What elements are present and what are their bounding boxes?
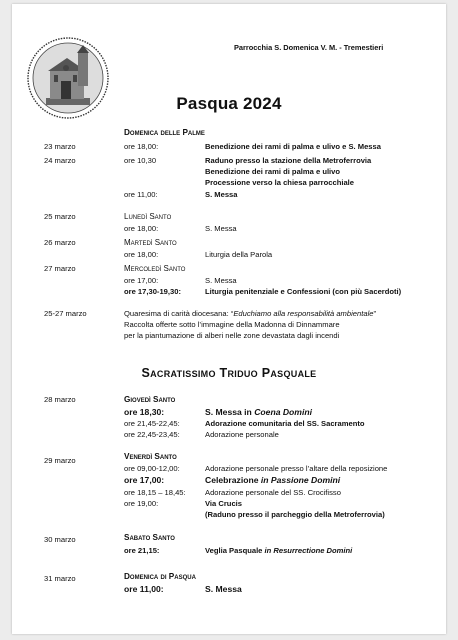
mercoledi-date: 27 marzo [44, 264, 76, 273]
mercoledi-heading: Mercoledì Santo [124, 264, 186, 273]
venerdi-date: 29 marzo [44, 456, 76, 465]
parish-name: Parrocchia S. Domenica V. M. - Tremestieri [234, 43, 384, 52]
pasqua-date: 31 marzo [44, 574, 76, 583]
lunedi-heading: Lunedì Santo [124, 212, 172, 221]
venerdi-time-3: ore 18,15 – 18,45: [124, 488, 186, 497]
palme-date-2: 24 marzo [44, 156, 76, 165]
venerdi-event-4a: Via Crucis [205, 499, 243, 508]
sabato-time: ore 21,15: [124, 546, 160, 555]
palme-event-3: S. Messa [205, 190, 238, 199]
quaresima-line-3: per la piantumazione di alberi nelle zone devastata dagli incendi [124, 331, 340, 340]
palme-heading: Domenica delle Palme [124, 128, 205, 137]
palme-time-2: ore 10,30 [124, 156, 157, 165]
sabato-heading: Sabato Santo [124, 533, 175, 542]
pasqua-time: ore 11,00: [124, 584, 164, 594]
page-title: Pasqua 2024 [176, 94, 282, 113]
giovedi-event-3: Adorazione personale [205, 430, 279, 439]
giovedi-heading: Giovedì Santo [124, 395, 176, 404]
venerdi-event-1: Adorazione personale presso l’altare della reposizione [205, 464, 388, 473]
lunedi-time: ore 18,00: [124, 224, 159, 233]
triduo-title: Sacratissimo Triduo Pasquale [141, 366, 317, 380]
quaresima-line-2: Raccolta offerte sotto l’immagine della Madonna di Dinnammare [124, 320, 340, 329]
palme-event-1: Benedizione dei rami di palma e ulivo e S. Messa [205, 142, 381, 151]
martedi-heading: Martedì Santo [124, 238, 177, 247]
mercoledi-event-2: Liturgia penitenziale e Confessioni (con più Sacerdoti) [205, 287, 402, 296]
mercoledi-time-1: ore 17,00: [124, 276, 159, 285]
sabato-date: 30 marzo [44, 535, 76, 544]
giovedi-time-2: ore 21,45-22,45: [124, 419, 180, 428]
sabato-event: Veglia Pasquale in Resurrectione Domini [205, 546, 353, 555]
palme-time-3: ore 11,00: [124, 190, 158, 199]
venerdi-heading: Venerdì Santo [124, 452, 177, 461]
giovedi-time-1: ore 18,30: [124, 407, 165, 417]
venerdi-event-2: Celebrazione in Passione Domini [205, 475, 341, 485]
lunedi-event: S. Messa [205, 224, 237, 233]
martedi-event: Liturgia della Parola [205, 250, 273, 259]
giovedi-event-1: S. Messa in Coena Domini [205, 407, 312, 417]
pasqua-heading: Domenica di Pasqua [124, 572, 196, 581]
martedi-time: ore 18,00: [124, 250, 159, 259]
giovedi-event-2: Adorazione comunitaria del SS. Sacramento [205, 419, 365, 428]
quaresima-date: 25-27 marzo [44, 309, 87, 318]
venerdi-time-4: ore 19,00: [124, 499, 159, 508]
palme-event-2c: Processione verso la chiesa parrocchiale [205, 178, 355, 187]
pasqua-event: S. Messa [205, 584, 242, 594]
mercoledi-event-1: S. Messa [205, 276, 237, 285]
giovedi-date: 28 marzo [44, 395, 76, 404]
venerdi-event-4b: (Raduno presso il parcheggio della Metroferrovia) [205, 510, 385, 519]
venerdi-event-3: Adorazione personale del SS. Crocifisso [205, 488, 341, 497]
lunedi-date: 25 marzo [44, 212, 76, 221]
quaresima-line-1: Quaresima di carità diocesana: “Educhiamo alla responsabilità ambientale” [124, 309, 377, 318]
palme-event-2b: Benedizione dei rami di palma e ulivo [205, 167, 341, 176]
palme-event-2a: Raduno presso la stazione della Metroferrovia [205, 156, 372, 165]
venerdi-time-1: ore 09,00-12,00: [124, 464, 180, 473]
palme-date-1: 23 marzo [44, 142, 76, 151]
mercoledi-time-2: ore 17,30-19,30: [124, 287, 181, 296]
venerdi-time-2: ore 17,00: [124, 475, 165, 485]
palme-time-1: ore 18,00: [124, 142, 159, 151]
giovedi-time-3: ore 22,45-23,45: [124, 430, 180, 439]
martedi-date: 26 marzo [44, 238, 76, 247]
